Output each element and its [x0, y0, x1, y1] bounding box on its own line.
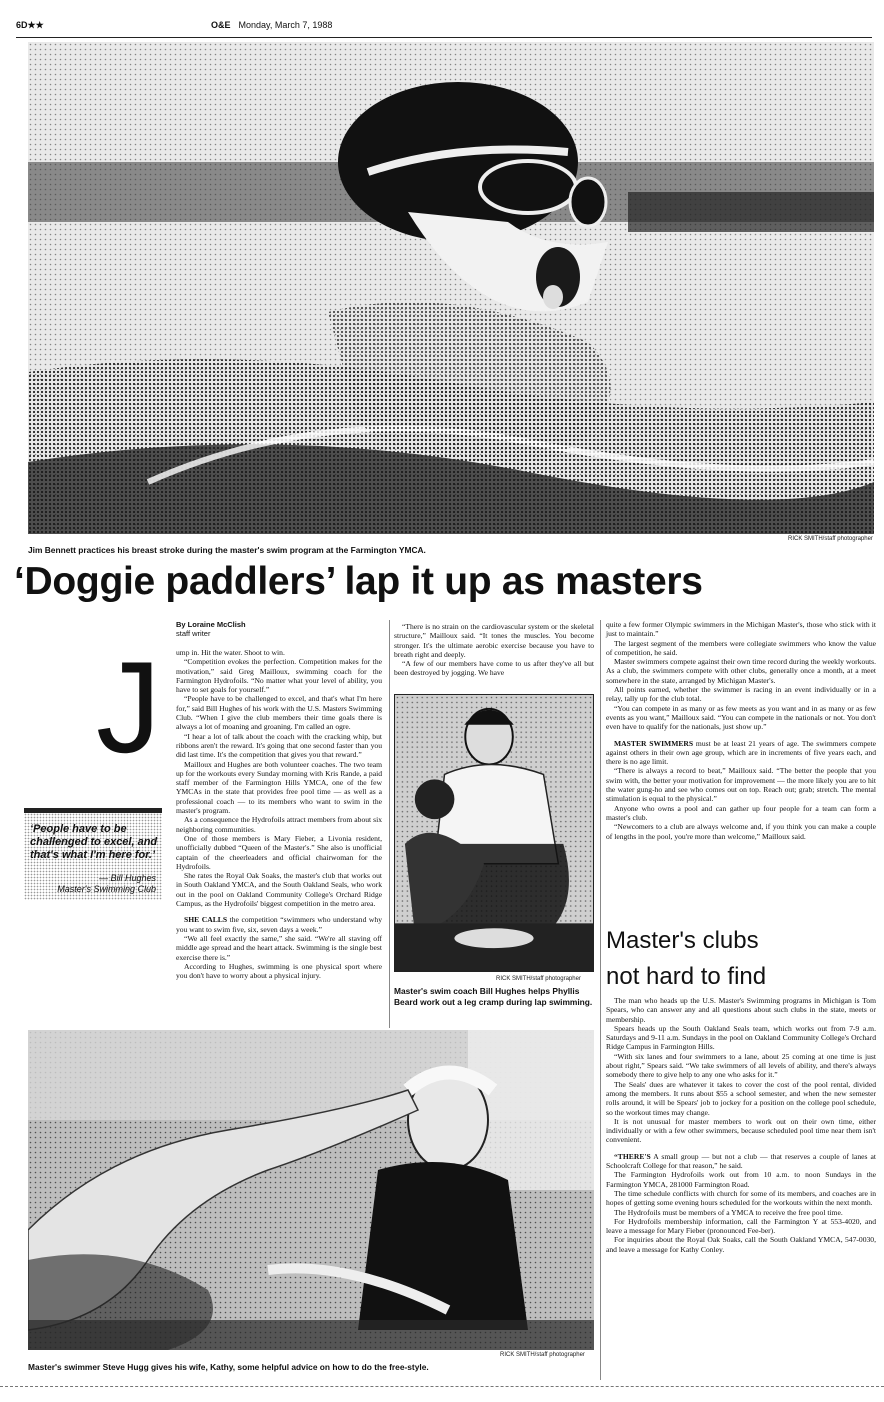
sidebar-paragraph: The Farmington Hydrofoils work out from 10 a.m. to noon Sundays in the Farmington YMCA, 281000 Farmington Road. — [606, 1170, 876, 1189]
article-paragraph: She rates the Royal Oak Soaks, the master's club that works out in South Oakland YMCA, and the South Oakland Seals, who work out in the pool on Oakland Community College's Orchard Ridge Campus, as the Hydrofoils' biggest competition in the metro area. — [176, 871, 382, 909]
article-paragraph: “Newcomers to a club are always welcome and, if you think you can make a couple of lengths in the pool, you're more than welcome,” Mailloux said. — [606, 822, 876, 841]
main-headline: ‘Doggie paddlers’ lap it up as masters — [14, 560, 703, 603]
bottom-photo-art — [28, 1030, 594, 1350]
pull-quote-name: — Bill Hughes — [98, 873, 156, 883]
article-paragraph: “People have to be challenged to excel, and that's what I'm here for,” said Bill Hughes of his work with the U.S. Masters Swimming Club. “When I give the club members their time goals there is always a lot of moaning and groaning. I'm called an ogre. — [176, 694, 382, 732]
article-paragraph: “There is no strain on the cardiovascular system or the skeletal structure,” Mailloux said. “It tones the muscles. You become stronger. It's the ultimate aerobic exercise because you have to breath right and deeply. — [394, 622, 594, 659]
byline — [176, 620, 382, 638]
byline-role: staff writer — [176, 629, 211, 638]
sidebar-headline-line-2: not hard to find — [606, 963, 767, 990]
article-paragraph: “You can compete in as many or as few meets as you want and in as many or as few events as you want,” Mailloux said. “You can compete in the nationals or not. You don't even have to qualify for the nationals, just show up.” — [606, 703, 876, 732]
column-divider — [389, 620, 390, 1028]
middle-photo-coach — [394, 694, 594, 972]
sidebar-paragraph: For inquiries about the Royal Oak Soaks, call the South Oakland YMCA, 547-0030, and leave a message for Kathy Conley. — [606, 1235, 876, 1254]
article-column-3 — [606, 620, 876, 841]
article-paragraph: One of those members is Mary Fieber, a Livonia resident, unofficially dubbed “Queen of the Master's.” She also is unofficial captain of the cheerleaders and official chairwoman for the Hydrofoils. — [176, 833, 382, 871]
sidebar-paragraph: It is not unusual for master members to work out on their own time, either individually or with a few other swimmers, because scheduled pool time near them isn't convenient. — [606, 1116, 876, 1145]
article-paragraph: “Competition evokes the perfection. Competition makes for the motivation,” said Greg Mailloux, swimming coach for the Farmington Hydrofoils. “No matter what your level of ability, you have to set goals for yourself.” — [176, 657, 382, 695]
sidebar-body — [606, 996, 876, 1254]
page-header — [16, 20, 872, 36]
sidebar-paragraph: “With six lanes and four swimmers to a lane, about 25 coming at one time is just about right,” Spears said. “We take swimmers of all levels of ability, and there's always somebody there to give help to any one who asks for it.” — [606, 1051, 876, 1080]
sidebar-paragraph: The Hydrofoils must be members of a YMCA to receive the free pool time. — [614, 1207, 843, 1217]
article-column-2 — [394, 622, 594, 678]
pull-quote-org: Master's Swimming Club — [57, 884, 156, 894]
article-paragraph: “A few of our members have come to us after they've all but been destroyed by jogging. We have — [394, 659, 594, 678]
sidebar-section-lead: “THERE'S — [614, 1151, 651, 1161]
sidebar-headline-line-1: Master's clubs — [606, 927, 759, 954]
sidebar-paragraph: The man who heads up the U.S. Master's Swimming programs in Michigan is Tom Spears, who can answer any and all questions about such clubs in the state, meets or membership. — [606, 996, 876, 1024]
publication-date: Monday, March 7, 1988 — [238, 20, 333, 30]
bottom-photo-caption: Master's swimmer Steve Hugg gives his wife, Kathy, some helpful advice on how to do the free-style. — [28, 1362, 429, 1372]
sidebar-section-text: A small group — but not a club — that reserves a couple of lanes at Schoolcraft College for that reason,” he said. — [606, 1151, 876, 1171]
header-rule — [16, 37, 872, 38]
pull-quote — [24, 808, 162, 900]
section-lead: MASTER SWIMMERS — [614, 738, 694, 748]
publication-name: O&E — [211, 20, 231, 30]
section-text: must be at least 21 years of age. The swimmers compete against others in their own age group, which are in increments of five years each, and there is no age limit. — [606, 738, 876, 767]
middle-photo-credit: RICK SMITH/staff photographer — [496, 976, 581, 982]
article-paragraph: quite a few former Olympic swimmers in the Michigan Master's, those who stick with it just to maintain.” — [606, 620, 876, 639]
publication-line — [211, 20, 332, 30]
article-paragraph: The largest segment of the members were collegiate swimmers who know the value of competition, he said. — [606, 638, 876, 657]
article-paragraph: All points earned, whether the swimmer is racing in an event individually or in a relay, tally up for the club total. — [606, 685, 876, 704]
article-column-1 — [176, 620, 382, 638]
top-photo-swimmer — [28, 42, 874, 534]
article-paragraph: “There is always a record to beat,” Mailloux said. “The better the people that you swim with, the better your motivation for improvement — the more likely you are to hit the water gung-ho and see who comes out on top. Reach out; grab; stretch. The mental stimulation is equal to the physical.” — [606, 766, 876, 804]
sidebar-paragraph: Spears heads up the South Oakland Seals team, which works out from 7-9 a.m. Saturdays and 9-11 a.m. Sundays in the pool on Oakland Community College's Orchard Ridge Campus in Farmington Hills. — [606, 1023, 876, 1052]
drop-cap: J — [96, 634, 161, 780]
top-photo-credit: RICK SMITH/staff photographer — [788, 536, 873, 542]
middle-photo-caption: Master's swim coach Bill Hughes helps Phyllis Beard work out a leg cramp during lap swimming. — [394, 986, 593, 1007]
article-paragraph: According to Hughes, swimming is one physical sport where you don't have to worry about a physical injury. — [176, 961, 382, 981]
sidebar-paragraph: The time schedule conflicts with church for some of its members, and coaches are in hopes of getting some evening hours scheduled for the workouts within the next month. — [606, 1188, 876, 1208]
sidebar-section-paragraph — [606, 1152, 876, 1171]
article-paragraph: Master swimmers compete against their own time record during the weekly workouts. As a club, the swimmers compete with other clubs, generally once a month, at a meet somewhere in the state, arranged by Michigan Master's. — [606, 657, 876, 685]
bottom-photo-swimmers — [28, 1030, 594, 1350]
section-break-paragraph — [606, 739, 876, 767]
article-paragraph: “We all feel exactly the same,” she said. “We're all staving off middle age spread and the heart attack. Swimming is the single best exercise there is.” — [176, 933, 382, 962]
top-photo-art — [28, 42, 874, 534]
pull-quote-text: ‘People have to be challenged to excel, and that's what I'm here for.’ — [30, 823, 158, 861]
sidebar-paragraph: For Hydrofoils membership information, call the Farmington Y at 553-4020, and leave a message for Mary Fieber (pronounced Fee-ber). — [606, 1216, 876, 1236]
article-column-1-body — [176, 648, 382, 980]
article-paragraph: Mailloux and Hughes are both volunteer coaches. The two team up for the workouts every Sunday morning with Kris Rande, a paid staff member of the Farmington Hills YMCA, one of the few YMCAs in the state that provides free pool time — as well as a professional coach — to its members who want to swim in the master's program. — [176, 759, 382, 816]
sidebar-paragraph: The Seals' dues are whatever it takes to cover the cost of the pool rental, divided among the members. It runs about $55 a school semester, and when the new semester rolls around, it will be Spears' job to jockey for a position on the college pool schedule, so the workout times may change. — [606, 1079, 876, 1117]
section-lead: SHE CALLS — [184, 915, 228, 925]
section-break-paragraph — [176, 915, 382, 934]
pull-quote-attribution — [57, 873, 156, 895]
page-number: 6D★★ — [16, 20, 44, 30]
middle-photo-art — [395, 695, 593, 971]
article-paragraph: ump in. Hit the water. Shoot to win. — [176, 648, 285, 657]
page-bottom-rule — [0, 1386, 884, 1387]
top-photo-caption: Jim Bennett practices his breast stroke during the master's swim program at the Farmington YMCA. — [28, 545, 426, 555]
article-paragraph: “I hear a lot of talk about the coach with the cracking whip, but ribbons aren't the reward. It's going that one second faster than you did last time. It's the competition that gives you that reward.” — [176, 731, 382, 760]
bottom-photo-credit: RICK SMITH/staff photographer — [500, 1352, 585, 1358]
article-paragraph: Anyone who owns a pool and can gather up four people for a team can form a master's club. — [606, 803, 876, 822]
column-divider — [600, 620, 601, 1380]
article-paragraph: As a consequence the Hydrofoils attract members from about six neighboring communities. — [176, 815, 382, 834]
byline-name: By Loraine McClish — [176, 620, 246, 629]
section-text: the competition “swimmers who understand why you want to swim five, six, seven days a week.” — [176, 915, 382, 934]
